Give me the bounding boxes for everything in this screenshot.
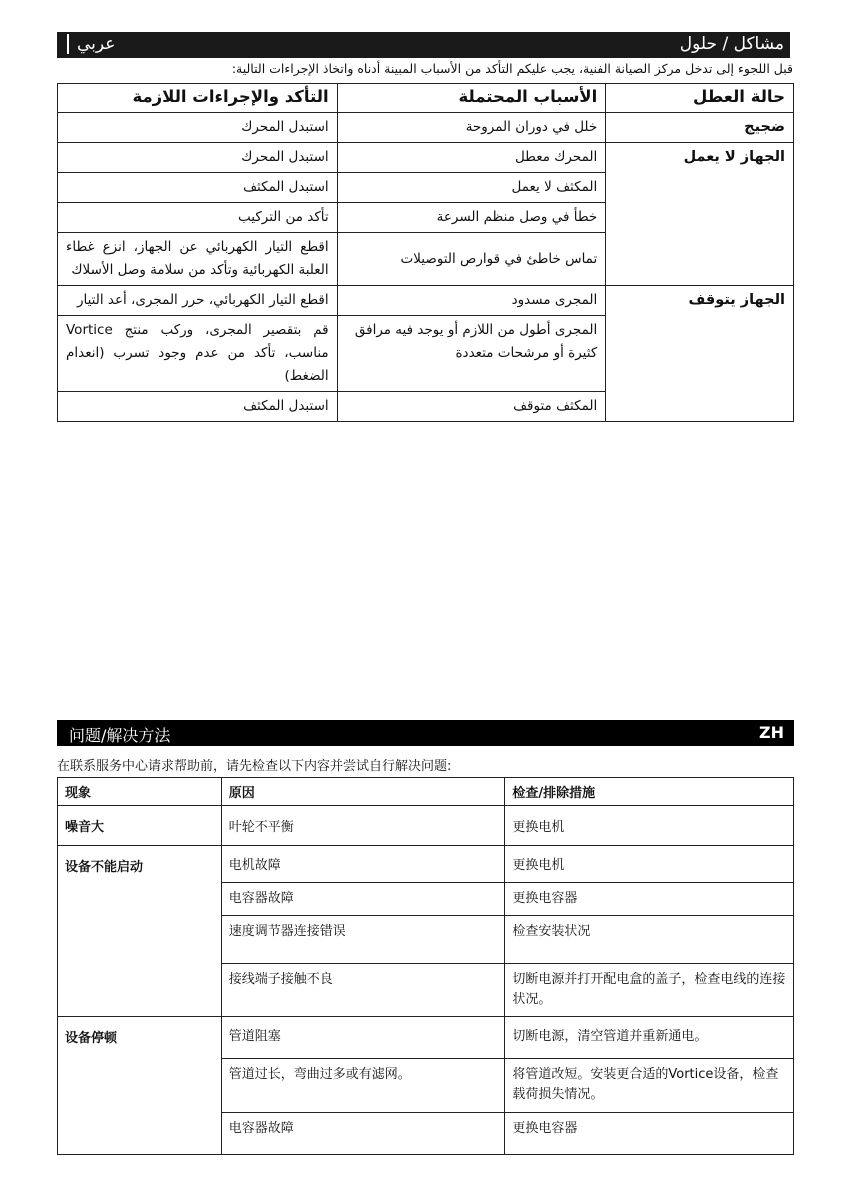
arabic-section-header: [57, 32, 794, 58]
action-cell: 检查安装状况: [505, 916, 794, 964]
cause-cell: المكثف لا يعمل: [337, 173, 606, 203]
action-cell: 更换电容器: [505, 883, 794, 916]
chinese-section-header: [57, 720, 794, 746]
header-edge-mark-inner: [787, 32, 789, 58]
action-cell: استبدل المحرك: [58, 143, 338, 173]
action-cell: استبدل المحرك: [58, 113, 338, 143]
action-cell: تأكد من التركيب: [58, 203, 338, 233]
cause-cell: 电机故障: [221, 846, 505, 883]
header-action: 检查/排除措施: [505, 778, 794, 806]
header-edge-mark: [790, 32, 794, 58]
arabic-section-title: مشاكل / حلول: [679, 34, 784, 54]
table-row: [58, 113, 794, 143]
cause-cell: خلل في دوران المروحة: [337, 113, 606, 143]
symptom-cell: الجهاز يتوقف: [606, 286, 794, 422]
cause-cell: 接线端子接触不良: [221, 964, 505, 1017]
cause-cell: تماس خاطئ في قوارص التوصيلات: [337, 233, 606, 286]
action-cell: 更换电容器: [505, 1113, 794, 1155]
table-header-row: [58, 778, 794, 806]
header-cause: 原因: [221, 778, 505, 806]
action-cell: 切断电源，清空管道并重新通电。: [505, 1017, 794, 1059]
cause-cell: المحرك معطل: [337, 143, 606, 173]
table-row: [58, 286, 794, 316]
cause-cell: خطأ في وصل منظم السرعة: [337, 203, 606, 233]
chinese-section-title: 问题/解决方法: [69, 726, 171, 745]
header-symptom: 现象: [58, 778, 222, 806]
table-row: [58, 143, 794, 173]
table-row: [58, 806, 794, 846]
header-symptom: حالة العطل: [606, 84, 794, 113]
cause-cell: 管道阻塞: [221, 1017, 505, 1059]
action-cell: 将管道改短。安装更合适的Vortice设备，检查载荷损失情况。: [505, 1059, 794, 1113]
arabic-language-label: عربي: [67, 34, 115, 54]
arabic-troubleshooting-table: [57, 83, 794, 422]
table-row: [58, 846, 794, 883]
action-cell: اقطع التيار الكهربائي، حرر المجرى، أعد التيار: [58, 286, 338, 316]
symptom-cell: 设备不能启动: [58, 846, 222, 1017]
arabic-intro-text: قبل اللجوء إلى تدخل مركز الصيانة الفنية، يجب عليكم التأكد من الأسباب المبينة أدناه واتخاذ الإجراءات التالية:: [231, 61, 793, 76]
header-action: التأكد والإجراءات اللازمة: [58, 84, 338, 113]
action-cell: استبدل المكثف: [58, 173, 338, 203]
chinese-intro-text: 在联系服务中心请求帮助前，请先检查以下内容并尝试自行解决问题:: [57, 759, 452, 774]
symptom-cell: ضجيج: [606, 113, 794, 143]
cause-cell: 电容器故障: [221, 1113, 505, 1155]
cause-cell: 电容器故障: [221, 883, 505, 916]
action-cell: اقطع التيار الكهربائي عن الجهاز، انزع غطاء العلبة الكهربائية وتأكد من سلامة وصل الأسلاك: [58, 233, 338, 286]
symptom-cell: 噪音大: [58, 806, 222, 846]
cause-cell: 叶轮不平衡: [221, 806, 505, 846]
symptom-cell: 设备停顿: [58, 1017, 222, 1155]
action-cell: قم بتقصير المجرى، وركب منتج Vortice مناسب، تأكد من عدم وجود تسرب (انعدام الضغط): [58, 316, 338, 392]
table-header-row: [58, 84, 794, 113]
action-cell: 更换电机: [505, 846, 794, 883]
cause-cell: المجرى أطول من اللازم أو يوجد فيه مرافق كثيرة أو مرشحات متعددة: [337, 316, 606, 392]
cause-cell: المجرى مسدود: [337, 286, 606, 316]
cause-cell: 速度调节器连接错误: [221, 916, 505, 964]
cause-cell: المكثف متوقف: [337, 392, 606, 422]
chinese-language-label: ZH: [759, 723, 784, 742]
chinese-troubleshooting-table: [57, 777, 794, 1155]
action-cell: 切断电源并打开配电盒的盖子，检查电线的连接状况。: [505, 964, 794, 1017]
cause-cell: 管道过长，弯曲过多或有滤网。: [221, 1059, 505, 1113]
header-cause: الأسباب المحتملة: [337, 84, 606, 113]
table-row: [58, 1017, 794, 1059]
action-cell: 更换电机: [505, 806, 794, 846]
symptom-cell: الجهاز لا يعمل: [606, 143, 794, 286]
action-cell: استبدل المكثف: [58, 392, 338, 422]
